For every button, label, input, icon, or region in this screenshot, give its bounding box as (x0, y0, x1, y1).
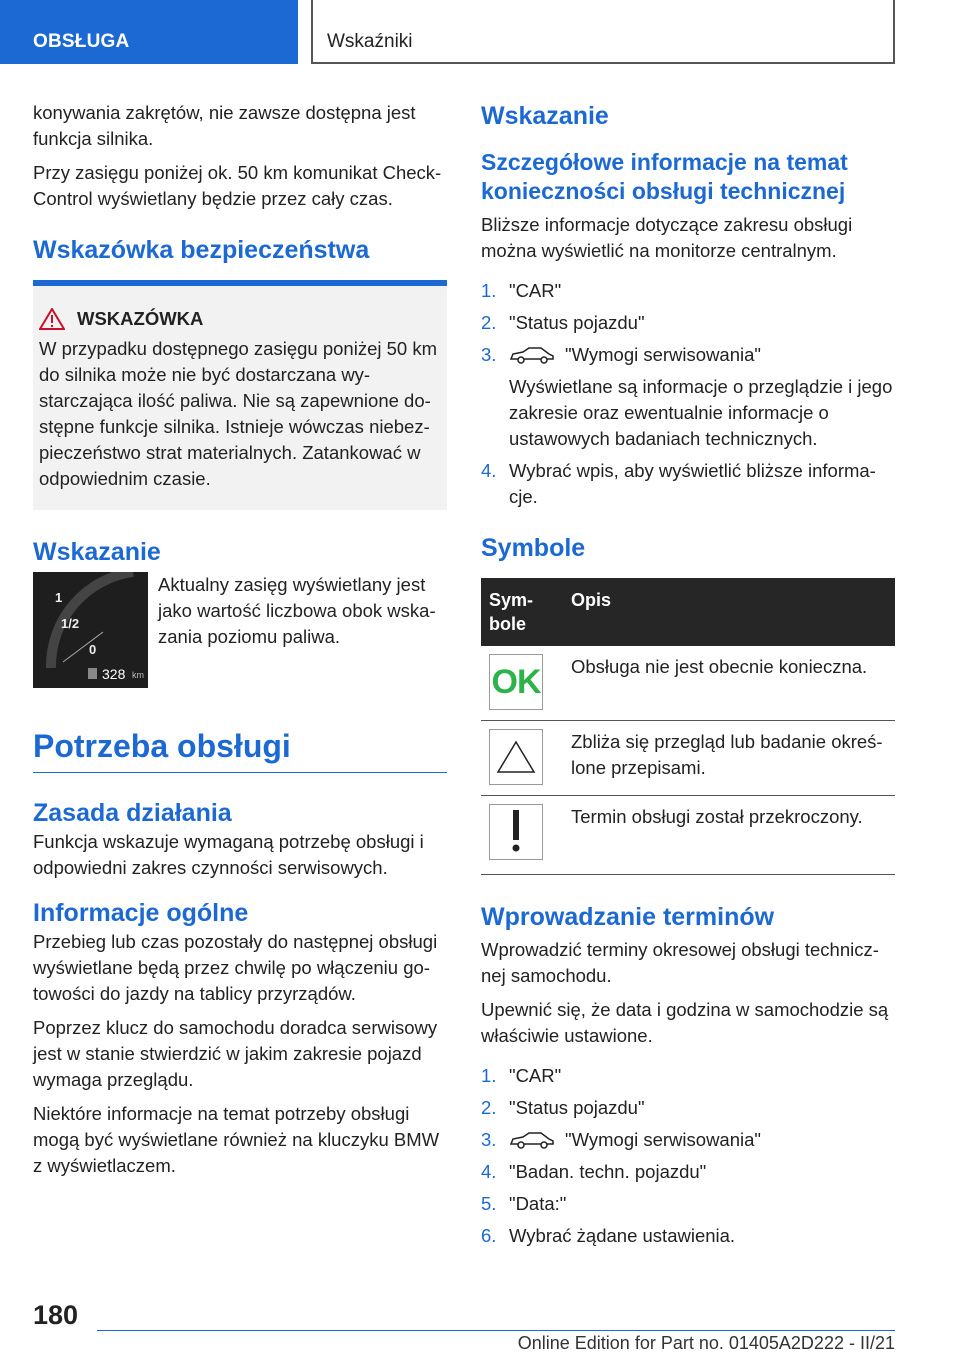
list-item: 2. "Status pojazdu" (481, 312, 645, 333)
page-number: 180 (33, 1300, 79, 1330)
general-text-3: Niektóre informacje na temat potrzeby obsługi mogą być wyświetlane również na kluczyku BMW z wyświetlaczem. (33, 1103, 440, 1176)
edition-text: Online Edition for Part no. 01405A2D222 - II/21 (517, 1333, 895, 1353)
dates-text-2: Upewnić się, że data i godzina w samochodzie są właściwie ustawione. (481, 999, 889, 1046)
chapter-title: Wskaźniki (311, 0, 895, 64)
symbols-table (481, 578, 895, 875)
list-item: 2. "Status pojazdu" (481, 1097, 645, 1118)
gauge-label-half: 1/2 (61, 616, 80, 631)
dates-heading: Wprowadzanie terminów (481, 903, 775, 931)
list-item: 1. "CAR" (481, 1065, 562, 1086)
detail-steps (481, 278, 895, 510)
gauge-label-empty: 0 (89, 642, 97, 657)
step3-note: Wyświetlane są informacje o przeglądzie i jego zakresie oraz ewentualnie informacje o ustawowych badaniach technicznych. (509, 376, 893, 449)
general-heading: Informacje ogólne (33, 899, 249, 927)
table-row: OK Obsługa nie jest obecnie konieczna. (481, 646, 895, 721)
detail-heading: Szczegółowe informacje na temat konieczności obsługi technicznej (481, 149, 848, 204)
display-text: Aktualny zasięg wyświetlany jest jako wartość liczbowa obok wska-zania poziomu paliwa. (158, 574, 436, 647)
gauge-label-full: 1 (55, 590, 63, 605)
principle-text: Funkcja wskazuje wymaganą potrzebę obsługi i odpowiedni zakres czynności serwisowych. (33, 831, 424, 878)
service-rule (33, 772, 447, 773)
list-item: 4. "Badan. techn. pojazdu" (481, 1161, 707, 1182)
table-row: Termin obsługi został przekroczony. (481, 796, 895, 875)
triangle-icon (489, 729, 543, 785)
table-row: Zbliża się przegląd lub badanie okreś-lone przepisami. (481, 721, 895, 796)
right-display-heading: Wskazanie (481, 102, 609, 130)
warning-box (33, 286, 447, 510)
intro-paragraph-2: Przy zasięgu poniżej ok. 50 km komunikat Check-Control wyświetlany będzie przez cały czas. (33, 162, 442, 209)
range-unit: km (132, 670, 144, 680)
range-value: 328 (102, 666, 126, 682)
fuel-pump-icon (88, 668, 97, 679)
col-header-desc: Opis (563, 578, 895, 646)
car-icon (509, 346, 555, 364)
principle-heading: Zasada działania (33, 799, 232, 827)
col-header-symbol: Sym-bole (481, 578, 563, 646)
list-item: 1. "CAR" (481, 280, 562, 301)
general-text-2: Poprzez klucz do samochodu doradca serwisowy jest w stanie stwierdzić w jakim zakresie pojazd wymaga przeglądu. (33, 1017, 438, 1090)
safety-heading: Wskazówka bezpieczeństwa (33, 236, 370, 264)
list-item: 3. "Wymogi serwisowania" (481, 344, 761, 365)
list-item: 4. Wybrać wpis, aby wyświetlić bliższe informa-cje. (481, 460, 876, 507)
warning-triangle-icon (39, 308, 65, 330)
warning-title: WSKAZÓWKA (77, 308, 204, 329)
warning-text: W przypadku dostępnego zasięgu poniżej 50 km do silnika może nie być dostarczana wy-starczająca ilość paliwa. Nie są zapewnione do-stępne funkcje silnika. Istnieje wówczas niebez-pieczeństwo strat materialnych. Zatankować w odpowiednim czasie. (39, 338, 437, 489)
detail-text: Bliższe informacje dotyczące zakresu obsługi można wyświetlić na monitorze centralnym. (481, 214, 853, 261)
section-tab: OBSŁUGA (0, 0, 298, 64)
ok-icon: OK (489, 654, 543, 710)
service-heading: Potrzeba obsługi (33, 728, 291, 764)
general-text-1: Przebieg lub czas pozostały do następnej obsługi wyświetlane będą przez chwilę po włączeniu go-towości do jazdy na tablicy przyrządów. (33, 931, 438, 1004)
list-item: 6. Wybrać żądane ustawienia. (481, 1225, 736, 1246)
right-column (481, 100, 895, 1255)
symbols-heading: Symbole (481, 534, 586, 562)
list-item: 5. "Data:" (481, 1193, 567, 1214)
exclamation-icon (489, 804, 543, 860)
dates-text-1: Wprowadzić terminy okresowej obsługi technicz-nej samochodu. (481, 939, 879, 986)
fuel-gauge-image (33, 572, 148, 688)
left-column (33, 100, 447, 1187)
dates-steps (481, 1063, 895, 1249)
intro-paragraph-1: konywania zakrętów, nie zawsze dostępna jest funkcja silnika. (33, 102, 416, 149)
display-heading: Wskazanie (33, 538, 161, 566)
footer-rule (97, 1330, 895, 1331)
list-item: 3. "Wymogi serwisowania" (481, 1129, 761, 1150)
car-icon (509, 1131, 555, 1149)
